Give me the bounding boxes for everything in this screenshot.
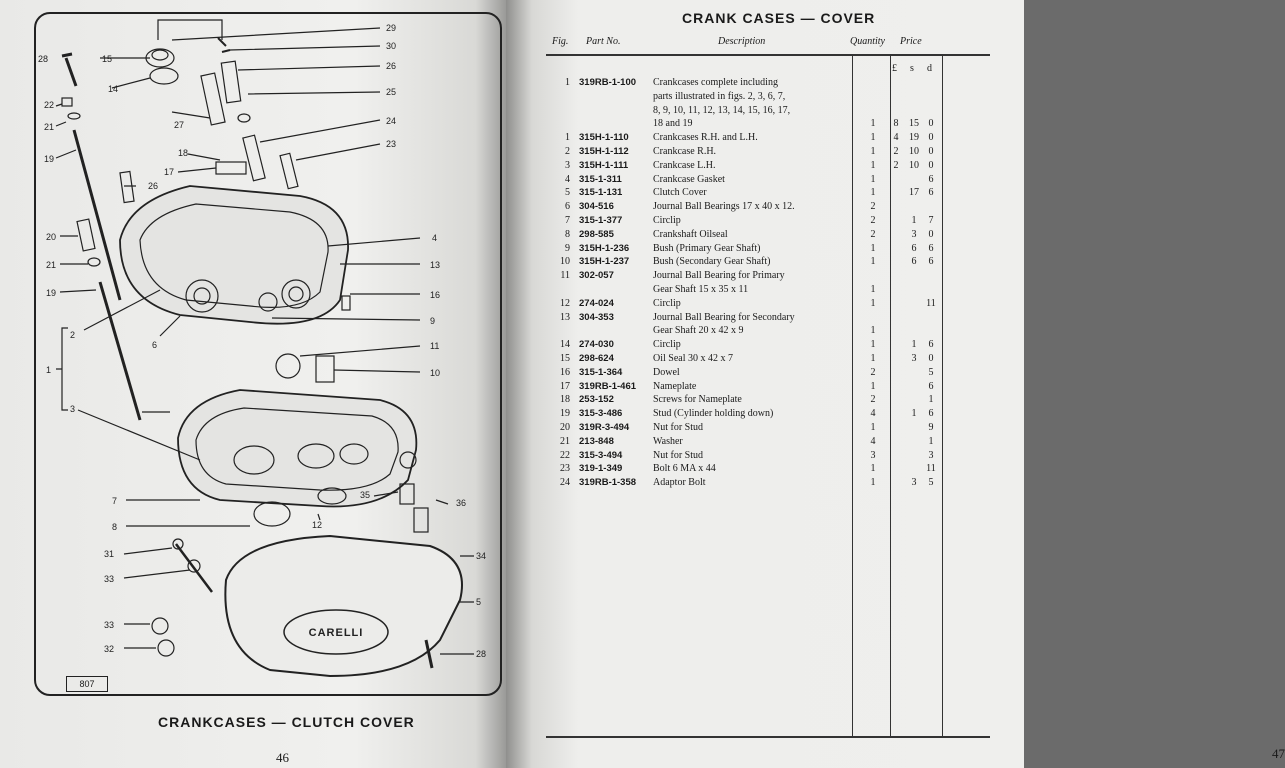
table-row xyxy=(506,145,1024,159)
table-row xyxy=(506,421,1024,435)
pence-cell: 5 xyxy=(928,366,934,378)
bracket-1 xyxy=(56,328,68,410)
callout-1: 1 xyxy=(46,365,52,375)
quantity-cell: 2 xyxy=(870,228,876,240)
stud-19-part xyxy=(74,130,120,300)
callout-33: 33 xyxy=(104,574,115,584)
callout-28b: 28 xyxy=(476,649,487,659)
plate-number: 807 xyxy=(66,676,108,692)
quantity-cell: 1 xyxy=(870,297,876,309)
fig-cell: 22 xyxy=(560,449,570,461)
shillings-cell: 1 xyxy=(911,408,917,420)
shillings-cell: 3 xyxy=(911,477,917,489)
part-no-cell: 315H-1-236 xyxy=(579,242,630,254)
description-cell: Journal Ball Bearings 17 x 40 x 12. xyxy=(653,201,795,213)
fig-cell: 3 xyxy=(565,159,570,171)
description-cell: Crankshaft Oilseal xyxy=(653,228,728,240)
nameplate-part xyxy=(216,162,246,174)
pence-cell: 11 xyxy=(926,463,936,475)
pence-cell: 0 xyxy=(928,118,934,130)
table-row xyxy=(506,352,1024,366)
pence-cell: 9 xyxy=(928,422,934,433)
fig-cell: 1 xyxy=(565,77,570,88)
table-row xyxy=(506,324,1024,338)
table-row xyxy=(506,283,1024,297)
table-row xyxy=(506,380,1024,394)
part-no-cell: 304-353 xyxy=(579,311,614,323)
part-no-cell: 315H-1-111 xyxy=(579,159,629,171)
callout-31: 31 xyxy=(104,549,115,559)
fig-cell: 18 xyxy=(560,394,570,406)
callout-30: 30 xyxy=(386,41,397,51)
oil-seal-inner xyxy=(152,50,168,60)
fig-cell: 23 xyxy=(560,463,570,475)
part-no-cell: 319-1-349 xyxy=(579,463,623,475)
table-row xyxy=(506,393,1024,407)
part-no-cell: 274-024 xyxy=(579,297,614,309)
fig-cell: 14 xyxy=(560,339,570,351)
shillings-cell: 6 xyxy=(911,242,917,254)
description-cell: Adaptor Bolt xyxy=(653,477,706,489)
bush-20-part xyxy=(77,219,95,251)
fig-cell: 8 xyxy=(565,228,570,240)
fig-cell: 19 xyxy=(560,408,570,420)
callout-18: 18 xyxy=(178,148,189,158)
description-cell: Oil Seal 30 x 42 x 7 xyxy=(653,353,733,364)
callout-26b: 26 xyxy=(148,181,159,191)
table-row xyxy=(506,200,1024,214)
header-price: Price xyxy=(900,36,922,47)
table-row xyxy=(506,90,1024,104)
description-cell: Crankcase Gasket xyxy=(653,173,725,185)
right-page-title: CRANK CASES — COVER xyxy=(682,10,876,26)
table-row xyxy=(506,435,1024,449)
header-part-no: Part No. xyxy=(586,36,621,47)
table-row xyxy=(506,462,1024,476)
fig-cell: 6 xyxy=(565,201,570,213)
header-fig: Fig. xyxy=(552,36,569,47)
stud-19b-part xyxy=(100,282,140,420)
part-no-cell: 319RB-1-100 xyxy=(579,77,637,88)
callout-4: 4 xyxy=(432,233,438,243)
callout-21b: 21 xyxy=(46,260,57,270)
part-no-cell: 315-1-131 xyxy=(579,187,623,199)
fig-cell: 20 xyxy=(560,422,570,433)
callout-25: 25 xyxy=(386,87,397,97)
table-row xyxy=(506,228,1024,242)
pence-cell: 0 xyxy=(928,228,934,240)
pence-cell: 1 xyxy=(928,435,934,447)
shillings-cell: 3 xyxy=(911,353,917,364)
table-row xyxy=(506,449,1024,463)
callout-10: 10 xyxy=(430,368,441,378)
description-cell: Nameplate xyxy=(653,380,697,392)
part-no-cell: 315-1-364 xyxy=(579,366,623,378)
callout-13: 13 xyxy=(430,260,441,270)
table-row xyxy=(506,186,1024,200)
table-row xyxy=(506,131,1024,145)
part-no-cell: 298-585 xyxy=(579,228,614,240)
fig-cell: 12 xyxy=(560,297,570,309)
exploded-diagram xyxy=(0,0,506,700)
description-cell: Gear Shaft 15 x 35 x 11 xyxy=(653,284,749,295)
circlip-part xyxy=(150,68,178,84)
nut-32-part xyxy=(158,640,174,656)
description-cell: Circlip xyxy=(653,339,681,351)
screw-31-part xyxy=(176,544,212,592)
pence-cell: 6 xyxy=(928,339,934,351)
pounds-cell: 2 xyxy=(893,159,899,171)
pence-cell: 11 xyxy=(926,297,936,309)
shillings-cell: 6 xyxy=(911,256,917,268)
quantity-cell: 1 xyxy=(870,132,876,144)
bearing-11-part xyxy=(276,354,300,378)
table-row xyxy=(506,297,1024,311)
description-cell: Nut for Stud xyxy=(653,422,703,433)
part-no-cell: 315-3-486 xyxy=(579,408,623,420)
quantity-cell: 1 xyxy=(870,339,876,351)
quantity-cell: 1 xyxy=(870,146,876,157)
dowel-26-part xyxy=(221,61,240,103)
header-pence: d xyxy=(927,63,932,74)
bolt-23-part xyxy=(280,153,298,188)
part-no-cell: 315H-1-110 xyxy=(579,132,629,144)
table-row xyxy=(506,159,1024,173)
shillings-cell: 19 xyxy=(909,132,919,144)
callout-34: 34 xyxy=(476,551,487,561)
footer-rule xyxy=(546,736,990,738)
callout-36: 36 xyxy=(456,498,467,508)
fig-cell: 9 xyxy=(565,242,570,254)
quantity-cell: 2 xyxy=(870,394,876,406)
header-description: Description xyxy=(718,36,766,47)
screw-29-part xyxy=(218,38,230,52)
callout-5: 5 xyxy=(476,597,482,607)
header-rule xyxy=(546,54,990,56)
fig-cell: 7 xyxy=(565,215,570,226)
part-no-cell: 315H-1-237 xyxy=(579,256,630,268)
pence-cell: 6 xyxy=(928,173,934,185)
dowel-16-part xyxy=(342,296,350,310)
callout-29: 29 xyxy=(386,23,397,33)
description-cell: 18 and 19 xyxy=(653,118,693,130)
pence-cell: 6 xyxy=(928,408,934,420)
description-cell: Journal Ball Bearing for Secondary xyxy=(653,311,795,323)
callout-8: 8 xyxy=(112,522,118,532)
callout-32: 32 xyxy=(104,644,115,654)
fig-cell: 15 xyxy=(560,353,570,364)
part-no-cell: 315-1-311 xyxy=(579,173,622,185)
callout-17: 17 xyxy=(164,167,175,177)
quantity-cell: 2 xyxy=(870,366,876,378)
pence-cell: 5 xyxy=(928,477,934,489)
quantity-cell: 4 xyxy=(870,408,876,420)
part-no-cell: 319R-3-494 xyxy=(579,422,630,433)
callout-19: 19 xyxy=(44,154,55,164)
callout-33b: 33 xyxy=(104,620,115,630)
fig-cell: 2 xyxy=(565,146,570,157)
part-no-cell: 315-1-377 xyxy=(579,215,623,226)
part-no-cell: 319RB-1-461 xyxy=(579,380,637,392)
pounds-cell: 8 xyxy=(893,118,899,130)
callout-7: 7 xyxy=(112,496,118,506)
table-row xyxy=(506,311,1024,325)
left-page-title: CRANKCASES — CLUTCH COVER xyxy=(158,714,415,730)
left-page-number: 46 xyxy=(276,750,289,765)
table-row xyxy=(506,104,1024,118)
callout-28: 28 xyxy=(38,54,49,64)
quantity-cell: 2 xyxy=(870,215,876,226)
description-cell: Circlip xyxy=(653,297,681,309)
quantity-cell: 3 xyxy=(870,449,876,461)
shillings-cell: 10 xyxy=(909,146,919,157)
pounds-cell: 4 xyxy=(893,132,899,144)
right-page xyxy=(506,0,1285,768)
quantity-cell: 4 xyxy=(870,435,876,447)
quantity-cell: 1 xyxy=(870,118,876,130)
table-row xyxy=(506,407,1024,421)
fig-cell: 10 xyxy=(560,256,570,268)
callout-2: 2 xyxy=(70,330,76,340)
quantity-cell: 1 xyxy=(870,463,876,475)
pence-cell: 0 xyxy=(928,146,934,157)
quantity-cell: 1 xyxy=(870,422,876,433)
bush-10-part xyxy=(316,356,334,382)
pence-cell: 6 xyxy=(928,187,934,199)
table-row xyxy=(506,269,1024,283)
description-cell: Bush (Secondary Gear Shaft) xyxy=(653,256,771,268)
bolt-26b-part xyxy=(120,171,134,202)
header-quantity: Quantity xyxy=(850,36,885,47)
fig-cell: 21 xyxy=(560,435,570,447)
pence-cell: 0 xyxy=(928,132,934,144)
part-no-cell: 274-030 xyxy=(579,339,614,351)
shillings-cell: 3 xyxy=(911,228,917,240)
quantity-cell: 1 xyxy=(870,380,876,392)
pence-cell: 6 xyxy=(928,242,934,254)
description-cell: Gear Shaft 20 x 42 x 9 xyxy=(653,325,744,337)
left-page xyxy=(0,0,506,768)
description-cell: Bolt 6 MA x 44 xyxy=(653,463,716,475)
oil-seal-part xyxy=(146,49,174,67)
callout-21: 21 xyxy=(44,122,55,132)
description-cell: Crankcases R.H. and L.H. xyxy=(653,132,758,144)
bush-36-part xyxy=(414,508,428,532)
callout-23: 23 xyxy=(386,139,397,149)
quantity-cell: 1 xyxy=(870,242,876,254)
callout-12: 12 xyxy=(312,520,323,530)
part-no-cell: 253-152 xyxy=(579,394,614,406)
description-cell: Screws for Nameplate xyxy=(653,394,742,406)
right-page-number: 47 xyxy=(1272,746,1285,761)
callout-22: 22 xyxy=(44,100,55,110)
pence-cell: 1 xyxy=(928,394,934,406)
pence-cell: 3 xyxy=(928,449,934,461)
callout-6: 6 xyxy=(152,340,158,350)
callout-26: 26 xyxy=(386,61,397,71)
quantity-cell: 1 xyxy=(870,256,876,268)
callout-9: 9 xyxy=(430,316,436,326)
table-row xyxy=(506,338,1024,352)
fig-cell: 4 xyxy=(565,173,570,185)
callout-15: 15 xyxy=(102,54,113,64)
description-cell: Stud (Cylinder holding down) xyxy=(653,408,774,420)
washer-33b-part xyxy=(152,618,168,634)
pounds-cell: 2 xyxy=(893,146,899,157)
part-no-cell: 298-624 xyxy=(579,353,614,364)
callout-3: 3 xyxy=(70,404,76,414)
part-no-cell: 315H-1-112 xyxy=(579,146,629,157)
fig-cell: 1 xyxy=(565,132,570,144)
pence-cell: 0 xyxy=(928,159,934,171)
table-row xyxy=(506,476,1024,490)
callout-27: 27 xyxy=(174,120,185,130)
description-cell: Washer xyxy=(653,435,683,447)
header-shillings: s xyxy=(910,63,914,74)
washer-25-part xyxy=(238,114,250,122)
callout-11: 11 xyxy=(430,341,440,351)
quantity-cell: 1 xyxy=(870,187,876,199)
cover-logo-text: CARELLI xyxy=(308,627,364,639)
quantity-cell: 1 xyxy=(870,353,876,364)
bush-35-part xyxy=(400,484,414,504)
quantity-cell: 1 xyxy=(870,284,876,295)
quantity-cell: 1 xyxy=(870,477,876,489)
clutch-cover-part xyxy=(225,536,462,676)
description-cell: Clutch Cover xyxy=(653,187,707,199)
shillings-cell: 10 xyxy=(909,159,919,171)
part-no-cell: 315-3-494 xyxy=(579,449,623,461)
description-cell: Dowel xyxy=(653,366,680,378)
table-row xyxy=(506,117,1024,131)
table-row xyxy=(506,242,1024,256)
pence-cell: 6 xyxy=(928,380,934,392)
quantity-cell: 1 xyxy=(870,325,876,337)
description-cell: Crankcase R.H. xyxy=(653,146,717,157)
description-cell: Journal Ball Bearing for Primary xyxy=(653,270,785,282)
table-row xyxy=(506,76,1024,90)
description-cell: 8, 9, 10, 11, 12, 13, 14, 15, 16, 17, xyxy=(653,104,791,116)
washer-21b-part xyxy=(88,258,100,266)
description-cell: Crankcases complete including xyxy=(653,77,778,88)
quantity-cell: 1 xyxy=(870,159,876,171)
part-no-cell: 319RB-1-358 xyxy=(579,477,637,489)
washer-21-part xyxy=(68,113,80,119)
fig-cell: 5 xyxy=(565,187,570,199)
description-cell: Crankcase L.H. xyxy=(653,159,716,171)
callout-19b: 19 xyxy=(46,288,57,298)
shillings-cell: 1 xyxy=(911,339,917,351)
shillings-cell: 15 xyxy=(909,118,919,130)
description-cell: parts illustrated in figs. 2, 3, 6, 7, xyxy=(653,90,786,102)
pence-cell: 0 xyxy=(928,353,934,364)
bolt-28-part xyxy=(62,54,76,86)
pence-cell: 7 xyxy=(928,215,934,226)
oilseal-8-part xyxy=(254,502,290,526)
table-row xyxy=(506,255,1024,269)
quantity-cell: 2 xyxy=(870,201,876,213)
pence-cell: 6 xyxy=(928,256,934,268)
part-no-cell: 304-516 xyxy=(579,201,614,213)
fig-cell: 16 xyxy=(560,366,570,378)
shillings-cell: 17 xyxy=(909,187,919,199)
callout-16: 16 xyxy=(430,290,441,300)
part-no-cell: 302-057 xyxy=(579,270,614,282)
nut-22-part xyxy=(62,98,72,106)
table-row xyxy=(506,173,1024,187)
table-row xyxy=(506,366,1024,380)
callout-35: 35 xyxy=(360,490,371,500)
header-pounds: £ xyxy=(892,63,897,74)
callout-20: 20 xyxy=(46,232,57,242)
callout-24: 24 xyxy=(386,116,397,126)
table-row xyxy=(506,214,1024,228)
quantity-cell: 1 xyxy=(870,173,876,185)
part-no-cell: 213-848 xyxy=(579,435,614,447)
description-cell: Bush (Primary Gear Shaft) xyxy=(653,242,761,254)
callout-14: 14 xyxy=(108,84,119,94)
fig-cell: 17 xyxy=(560,380,570,392)
fig-cell: 13 xyxy=(560,311,570,323)
description-cell: Circlip xyxy=(653,215,681,226)
bracket-top xyxy=(158,20,222,40)
fig-cell: 24 xyxy=(560,477,570,489)
shillings-cell: 1 xyxy=(911,215,917,226)
description-cell: Nut for Stud xyxy=(653,449,703,461)
fig-cell: 11 xyxy=(560,270,570,282)
